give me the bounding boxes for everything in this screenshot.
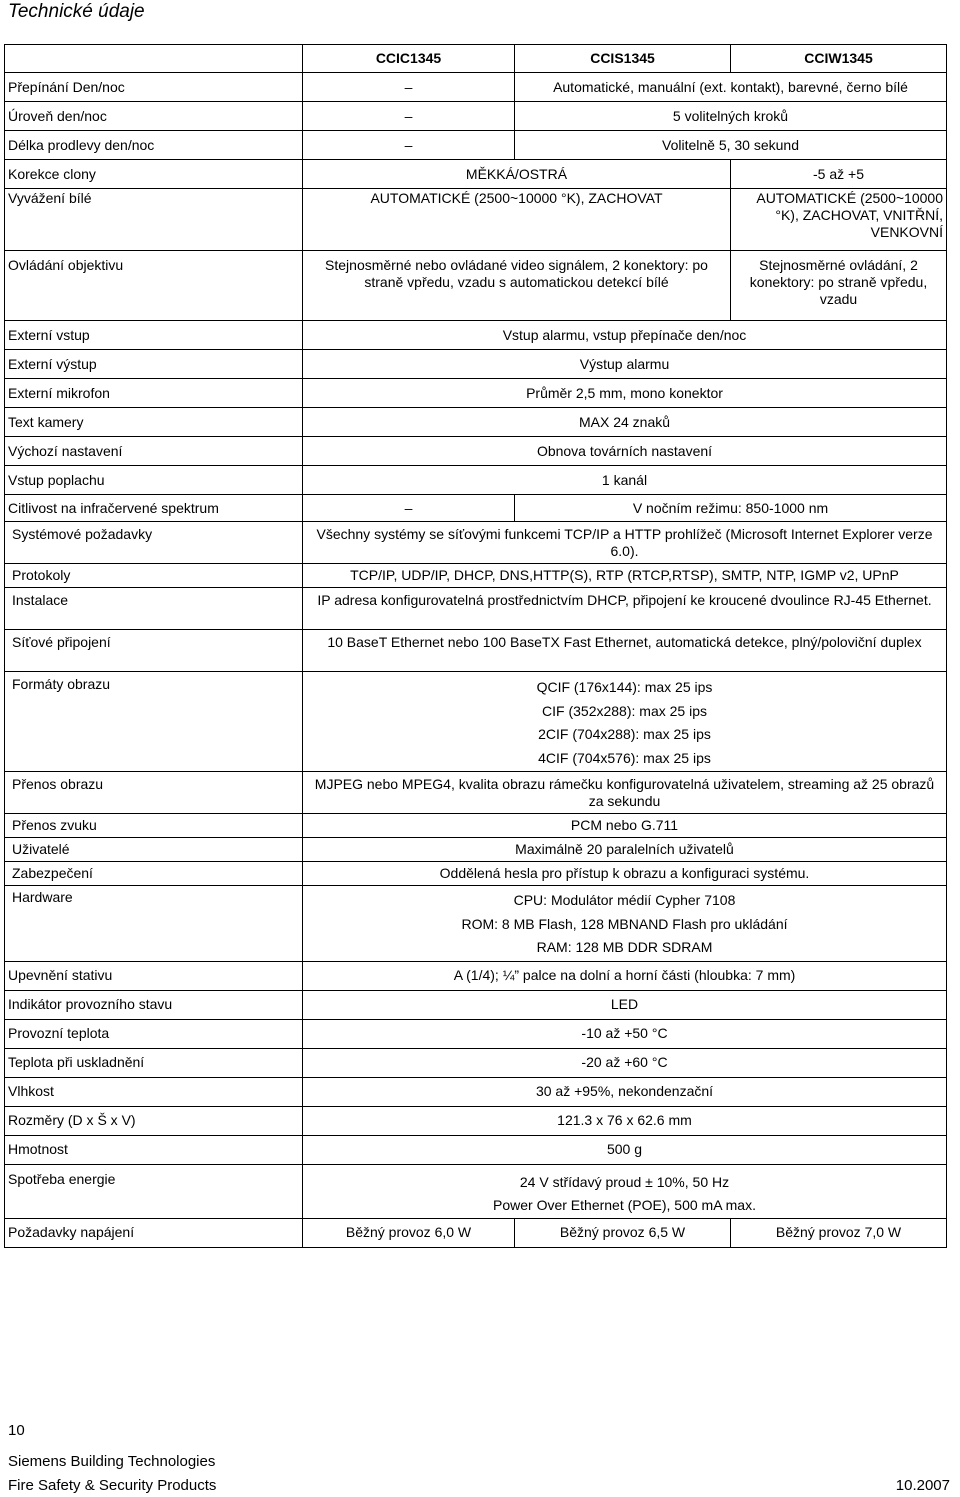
table-row <box>5 251 947 321</box>
row-dash: – <box>303 73 515 102</box>
row-label: Požadavky napájení <box>5 1218 303 1247</box>
row-label: Přenos obrazu <box>5 772 303 814</box>
row-value: MJPEG nebo MPEG4, kvalita obrazu rámečku konfigurovatelná uživatelem, streaming až 25 obrazů za sekundu <box>303 772 947 814</box>
table-row <box>5 522 947 564</box>
row-label: Teplota při uskladnění <box>5 1048 303 1077</box>
header-cciw1345: CCIW1345 <box>731 45 947 73</box>
row-value: A (1/4); ¼” palce na dolní a horní části (hloubka: 7 mm) <box>303 961 947 990</box>
row-value-2: AUTOMATICKÉ (2500~10000 °K), ZACHOVAT, VNITŘNÍ, VENKOVNÍ <box>731 189 947 251</box>
table-row <box>5 102 947 131</box>
table-row <box>5 886 947 962</box>
table-row <box>5 630 947 672</box>
row-label: Hmotnost <box>5 1135 303 1164</box>
format-item: 2CIF (704x288): max 25 ips <box>538 726 711 742</box>
row-label: Přenos zvuku <box>5 814 303 838</box>
format-item: QCIF (176x144): max 25 ips <box>536 679 713 695</box>
row-value: Obnova továrních nastavení <box>303 437 947 466</box>
row-label: Zabezpečení <box>5 862 303 886</box>
header-ccis1345: CCIS1345 <box>515 45 731 73</box>
row-value-ccis: Běžný provoz 6,5 W <box>515 1218 731 1247</box>
hardware-item: ROM: 8 MB Flash, 128 MBNAND Flash pro ukládání <box>461 915 788 932</box>
row-dash: – <box>303 102 515 131</box>
table-row <box>5 73 947 102</box>
row-label: Systémové požadavky <box>5 522 303 564</box>
format-item: 4CIF (704x576): max 25 ips <box>538 749 711 766</box>
row-value: 121.3 x 76 x 62.6 mm <box>303 1106 947 1135</box>
row-value: MĚKKÁ/OSTRÁ <box>303 160 731 189</box>
row-value: 5 volitelných kroků <box>515 102 947 131</box>
row-label: Protokoly <box>5 564 303 588</box>
row-label: Citlivost na infračervené spektrum <box>5 495 303 522</box>
table-row <box>5 189 947 251</box>
row-value: Maximálně 20 paralelních uživatelů <box>303 838 947 862</box>
table-row <box>5 1164 947 1218</box>
table-row <box>5 379 947 408</box>
row-label: Hardware <box>5 886 303 962</box>
row-dash: – <box>303 131 515 160</box>
table-row <box>5 588 947 630</box>
table-row <box>5 466 947 495</box>
row-value: PCM nebo G.711 <box>303 814 947 838</box>
row-value: V nočním režimu: 850-1000 nm <box>515 495 947 522</box>
row-value <box>303 886 947 962</box>
table-row <box>5 961 947 990</box>
row-label: Instalace <box>5 588 303 630</box>
document-date: 10.2007 <box>895 1477 950 1494</box>
row-value: Průměr 2,5 mm, mono konektor <box>303 379 947 408</box>
table-row <box>5 1048 947 1077</box>
table-row <box>5 814 947 838</box>
hardware-item: RAM: 128 MB DDR SDRAM <box>536 939 713 955</box>
hardware-item: CPU: Modulátor médií Cypher 7108 <box>513 892 736 908</box>
table-row <box>5 772 947 814</box>
row-value: AUTOMATICKÉ (2500~10000 °K), ZACHOVAT <box>303 189 731 251</box>
row-label: Externí vstup <box>5 321 303 350</box>
row-label: Formáty obrazu <box>5 672 303 772</box>
row-label: Výchozí nastavení <box>5 437 303 466</box>
row-label: Rozměry (D x Š x V) <box>5 1106 303 1135</box>
row-value: Stejnosměrné nebo ovládané video signálem, 2 konektory: po straně vpředu, vzadu s automatickou detekcí bílé <box>303 251 731 321</box>
row-value: -20 až +60 °C <box>303 1048 947 1077</box>
page-number: 10 <box>8 1422 25 1439</box>
row-value: 30 až +95%, nekondenzační <box>303 1077 947 1106</box>
row-value: LED <box>303 990 947 1019</box>
spec-table <box>4 44 947 1248</box>
table-row <box>5 672 947 772</box>
table-row <box>5 160 947 189</box>
row-label: Ovládání objektivu <box>5 251 303 321</box>
row-value: 500 g <box>303 1135 947 1164</box>
company-name: Siemens Building Technologies <box>8 1453 216 1470</box>
row-value: IP adresa konfigurovatelná prostřednictvím DHCP, připojení ke kroucené dvoulince RJ-45 Ethernet. <box>303 588 947 630</box>
row-label: Externí mikrofon <box>5 379 303 408</box>
page-title: Technické údaje <box>8 1 145 22</box>
table-row <box>5 408 947 437</box>
header-ccic1345: CCIC1345 <box>303 45 515 73</box>
row-value: Všechny systémy se síťovými funkcemi TCP/IP a HTTP prohlížeč (Microsoft Internet Explorer verze 6.0). <box>303 522 947 564</box>
table-row <box>5 1077 947 1106</box>
row-label: Vlhkost <box>5 1077 303 1106</box>
table-row <box>5 131 947 160</box>
row-label: Vstup poplachu <box>5 466 303 495</box>
row-label: Text kamery <box>5 408 303 437</box>
table-row <box>5 838 947 862</box>
row-label: Vyvážení bílé <box>5 189 303 251</box>
row-label: Úroveň den/noc <box>5 102 303 131</box>
row-dash: – <box>303 495 515 522</box>
row-value-cciw: Běžný provoz 7,0 W <box>731 1218 947 1247</box>
row-value: MAX 24 znaků <box>303 408 947 437</box>
row-value: Volitelně 5, 30 sekund <box>515 131 947 160</box>
table-row <box>5 564 947 588</box>
row-label: Provozní teplota <box>5 1019 303 1048</box>
table-row <box>5 990 947 1019</box>
row-value: Oddělená hesla pro přístup k obrazu a konfiguraci systému. <box>303 862 947 886</box>
row-label: Síťové připojení <box>5 630 303 672</box>
row-value-2: Stejnosměrné ovládání, 2 konektory: po straně vpředu, vzadu <box>731 251 947 321</box>
table-row <box>5 350 947 379</box>
row-value-ccic: Běžný provoz 6,0 W <box>303 1218 515 1247</box>
table-row <box>5 495 947 522</box>
row-value: TCP/IP, UDP/IP, DHCP, DNS,HTTP(S), RTP (RTCP,RTSP), SMTP, NTP, IGMP v2, UPnP <box>303 564 947 588</box>
row-label: Přepínání Den/noc <box>5 73 303 102</box>
table-row <box>5 1019 947 1048</box>
table-row <box>5 1218 947 1247</box>
table-row <box>5 321 947 350</box>
row-value: -10 až +50 °C <box>303 1019 947 1048</box>
table-header-row <box>5 45 947 73</box>
table-row <box>5 437 947 466</box>
row-value: Vstup alarmu, vstup přepínače den/noc <box>303 321 947 350</box>
row-label: Korekce clony <box>5 160 303 189</box>
row-label: Indikátor provozního stavu <box>5 990 303 1019</box>
row-value: Automatické, manuální (ext. kontakt), barevné, černo bílé <box>515 73 947 102</box>
power-item: Power Over Ethernet (POE), 500 mA max. <box>493 1196 756 1213</box>
row-value: 10 BaseT Ethernet nebo 100 BaseTX Fast Ethernet, automatická detekce, plný/poloviční duplex <box>303 630 947 672</box>
row-value: 1 kanál <box>303 466 947 495</box>
row-label: Spotřeba energie <box>5 1164 303 1218</box>
row-value <box>303 1164 947 1218</box>
row-value-2: -5 až +5 <box>731 160 947 189</box>
table-row <box>5 1135 947 1164</box>
division-name: Fire Safety & Security Products <box>8 1477 217 1494</box>
power-item: 24 V střídavý proud ± 10%, 50 Hz <box>519 1173 730 1190</box>
row-label: Upevnění stativu <box>5 961 303 990</box>
row-label: Externí výstup <box>5 350 303 379</box>
table-row <box>5 862 947 886</box>
row-label: Délka prodlevy den/noc <box>5 131 303 160</box>
row-value <box>303 672 947 772</box>
format-item: CIF (352x288): max 25 ips <box>542 702 707 719</box>
row-label: Uživatelé <box>5 838 303 862</box>
row-value: Výstup alarmu <box>303 350 947 379</box>
table-row <box>5 1106 947 1135</box>
